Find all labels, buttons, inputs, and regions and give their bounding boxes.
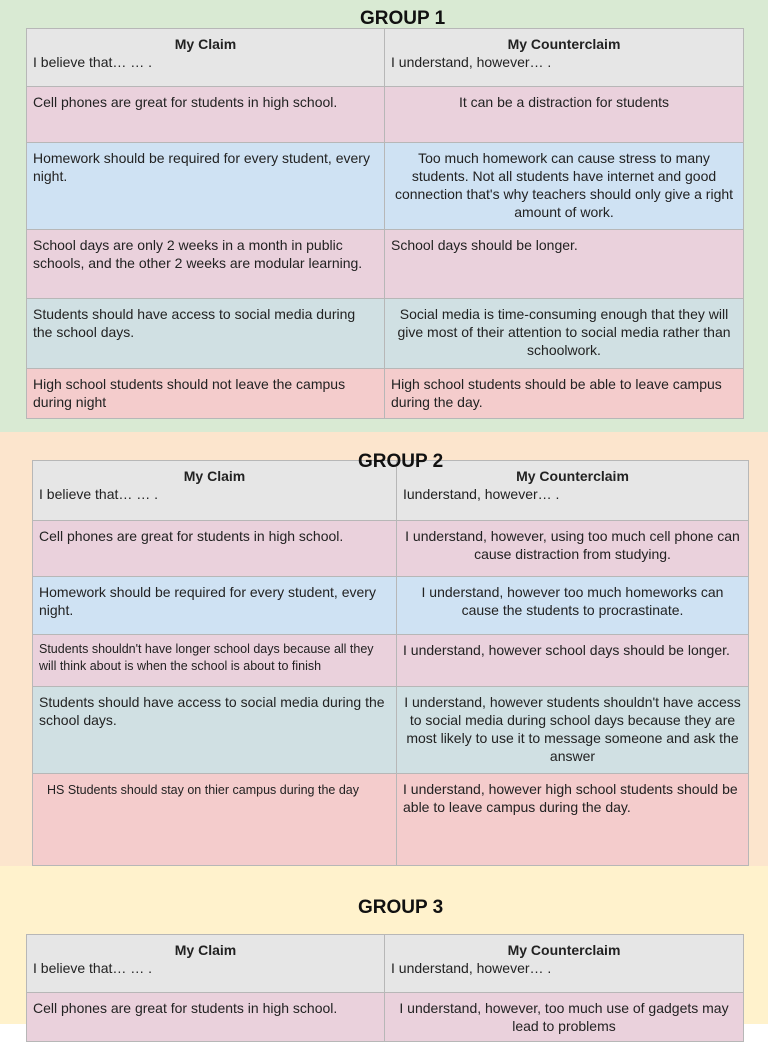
counter-cell: I understand, however students shouldn't have access to social media during school days because they are most likely to use it to message someone and ask the answer [397, 687, 749, 774]
table-header-row [27, 29, 744, 87]
claim-cell: School days are only 2 weeks in a month in public schools, and the other 2 weeks are modular learning. [27, 230, 385, 299]
counter-header-cell [385, 935, 744, 993]
claim-header-cell [33, 461, 397, 521]
counter-cell: I understand, however high school students should be able to leave campus during the day. [397, 774, 749, 866]
claim-header-text: I believe that… … . [33, 960, 153, 976]
counter-cell: I understand, however, too much use of gadgets may lead to problems [385, 993, 744, 1042]
claim-header-cell [27, 29, 385, 87]
table-row [27, 993, 744, 1042]
claim-header-title: My Claim [174, 942, 237, 958]
counter-header-cell [397, 461, 749, 521]
table-row [27, 369, 744, 419]
claim-cell: Cell phones are great for students in high school. [27, 87, 385, 143]
group-1-title: GROUP 1 [360, 8, 446, 29]
group-2-title: GROUP 2 [358, 451, 444, 472]
table-header-row [27, 935, 744, 993]
counter-cell: I understand, however too much homeworks can cause the students to procrastinate. [397, 577, 749, 635]
group-3-table [26, 934, 744, 1042]
counter-cell: I understand, however, using too much cell phone can cause distraction from studying. [397, 521, 749, 577]
group-1-table [26, 28, 744, 419]
claim-header-cell [27, 935, 385, 993]
table-row [27, 87, 744, 143]
claim-cell: Students should have access to social media during the school days. [27, 299, 385, 369]
group-3-title: GROUP 3 [358, 897, 444, 918]
claim-cell: High school students should not leave the campus during night [27, 369, 385, 419]
table-row [27, 299, 744, 369]
counter-header-cell [385, 29, 744, 87]
counter-header-text: I understand, however… . [391, 54, 552, 70]
claim-cell: Cell phones are great for students in high school. [33, 521, 397, 577]
table-row [27, 230, 744, 299]
claim-cell: Homework should be required for every student, every night. [33, 577, 397, 635]
group-2-table [32, 460, 749, 866]
table-row [33, 521, 749, 577]
counter-header-title: My Counterclaim [507, 942, 621, 958]
table-row [33, 635, 749, 687]
table-row [33, 687, 749, 774]
claim-cell: Cell phones are great for students in high school. [27, 993, 385, 1042]
counter-cell: Too much homework can cause stress to many students. Not all students have internet and good connection that's why teachers should only give a right amount of work. [385, 143, 744, 230]
claim-header-title: My Claim [183, 468, 246, 484]
counter-cell: I understand, however school days should be longer. [397, 635, 749, 687]
claim-header-text: I believe that… … . [33, 54, 153, 70]
claim-cell: Students shouldn't have longer school days because all they will think about is when the school is about to finish [33, 635, 397, 687]
counter-cell: It can be a distraction for students [385, 87, 744, 143]
claim-header-title: My Claim [174, 36, 237, 52]
counter-header-text: Iunderstand, however… . [403, 486, 560, 502]
counter-cell: School days should be longer. [385, 230, 744, 299]
claim-cell: Students should have access to social media during the school days. [33, 687, 397, 774]
counter-cell: High school students should be able to leave campus during the day. [385, 369, 744, 419]
counter-cell: Social media is time-consuming enough that they will give most of their attention to social media rather than schoolwork. [385, 299, 744, 369]
claim-header-text: I believe that… … . [39, 486, 159, 502]
counter-header-text: I understand, however… . [391, 960, 552, 976]
counter-header-title: My Counterclaim [507, 36, 621, 52]
counter-header-title: My Counterclaim [516, 468, 629, 484]
table-row [33, 774, 749, 866]
table-row [27, 143, 744, 230]
claim-cell: Homework should be required for every student, every night. [27, 143, 385, 230]
table-row [33, 577, 749, 635]
claim-cell: HS Students should stay on thier campus during the day [33, 774, 397, 866]
